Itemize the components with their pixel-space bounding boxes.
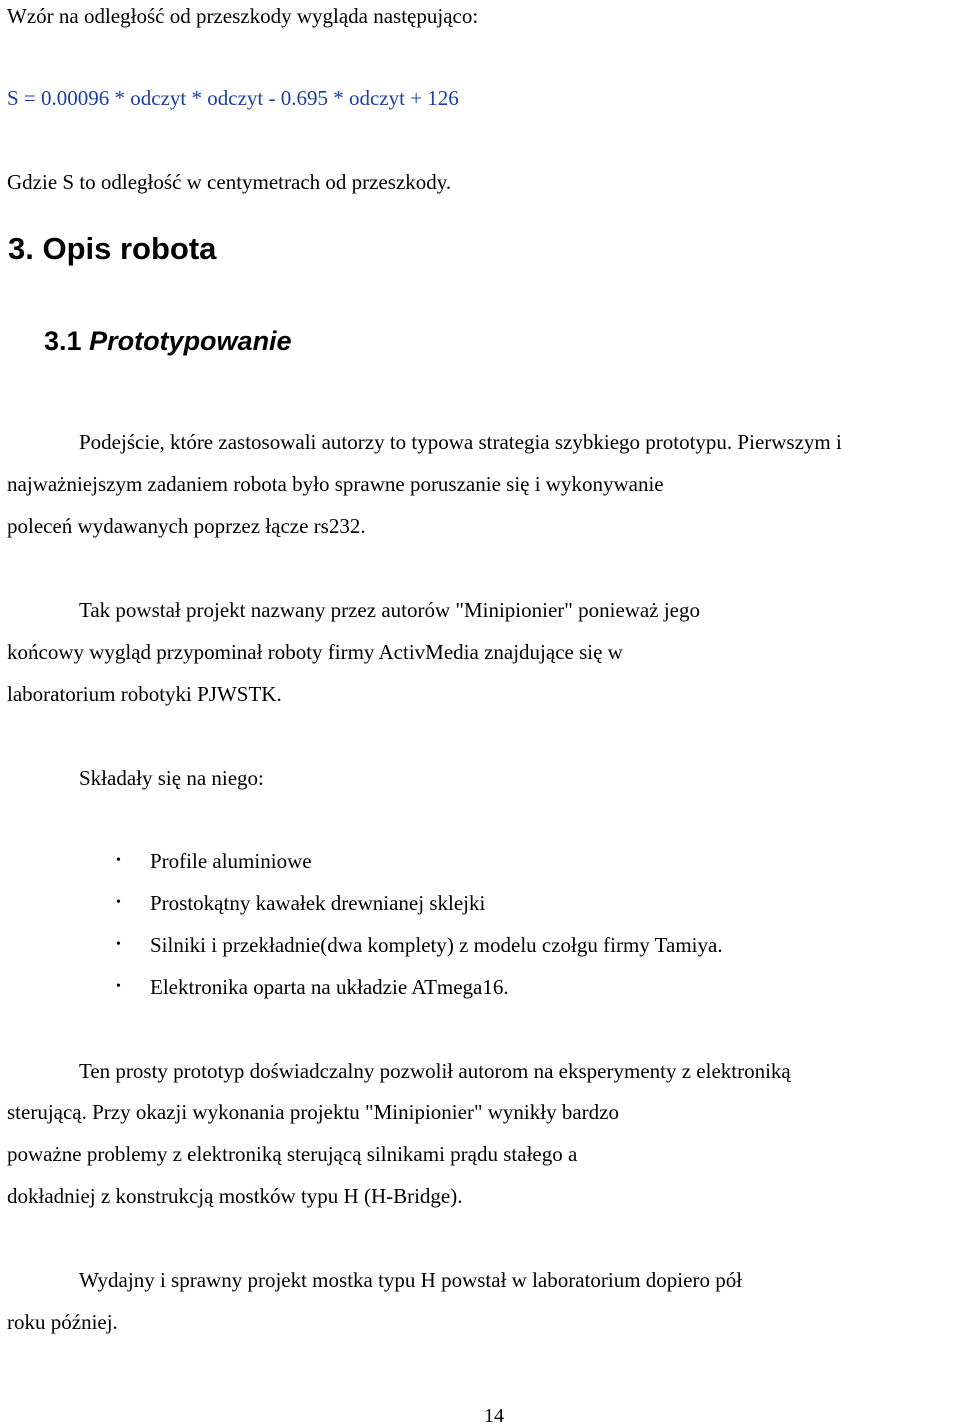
paragraph-line: dokładniej z konstrukcją mostków typu H (H-Bridge). bbox=[7, 1184, 463, 1208]
paragraph-line: Tak powstał projekt nazwany przez autorów "Minipionier" ponieważ jego bbox=[79, 598, 700, 622]
list-item bbox=[116, 974, 509, 1000]
bullet-icon: • bbox=[116, 937, 121, 952]
formula-definition: Gdzie S to odległość w centymetrach od przeszkody. bbox=[7, 170, 452, 194]
list-item bbox=[116, 890, 486, 916]
paragraph-line: Ten prosty prototyp doświadczalny pozwolił autorom na eksperymenty z elektroniką bbox=[79, 1059, 791, 1083]
bullet-icon: • bbox=[116, 979, 121, 994]
paragraph-line: poważne problemy z elektroniką sterującą silnikami prądu stałego a bbox=[7, 1142, 578, 1166]
paragraph-line: Wydajny i sprawny projekt mostka typu H powstał w laboratorium dopiero pół bbox=[79, 1268, 743, 1292]
list-item-text: Prostokątny kawałek drewnianej sklejki bbox=[150, 891, 486, 915]
distance-formula: S = 0.00096 * odczyt * odczyt - 0.695 * odczyt + 126 bbox=[7, 86, 459, 110]
paragraph-line: poleceń wydawanych poprzez łącze rs232. bbox=[7, 514, 366, 538]
paragraph-line: Podejście, które zastosowali autorzy to typowa strategia szybkiego prototypu. Pierwszym i bbox=[79, 430, 842, 454]
paragraph-line: laboratorium robotyki PJWSTK. bbox=[7, 682, 282, 706]
paragraph-line: końcowy wygląd przypominał roboty firmy ActivMedia znajdujące się w bbox=[7, 640, 623, 664]
paragraph-line: sterującą. Przy okazji wykonania projektu "Minipionier" wynikły bardzo bbox=[7, 1100, 619, 1124]
list-item-text: Elektronika oparta na układzie ATmega16. bbox=[150, 975, 509, 999]
paragraph-line: najważniejszym zadaniem robota było sprawne poruszanie się i wykonywanie bbox=[7, 472, 664, 496]
list-item bbox=[116, 848, 312, 874]
subsection-title: Prototypowanie bbox=[89, 326, 292, 356]
list-item bbox=[116, 932, 723, 958]
page-number: 14 bbox=[484, 1405, 504, 1427]
paragraph-line: roku później. bbox=[7, 1310, 118, 1334]
section-heading: 3. Opis robota bbox=[8, 231, 217, 266]
subsection-heading bbox=[44, 324, 292, 358]
list-intro: Składały się na niego: bbox=[79, 766, 264, 790]
subsection-number: 3.1 bbox=[44, 326, 82, 356]
bullet-icon: • bbox=[116, 895, 121, 910]
list-item-text: Profile aluminiowe bbox=[150, 849, 312, 873]
list-item-text: Silniki i przekładnie(dwa komplety) z modelu czołgu firmy Tamiya. bbox=[150, 933, 723, 957]
intro-text: Wzór na odległość od przeszkody wygląda następująco: bbox=[7, 4, 479, 28]
bullet-icon: • bbox=[116, 853, 121, 868]
